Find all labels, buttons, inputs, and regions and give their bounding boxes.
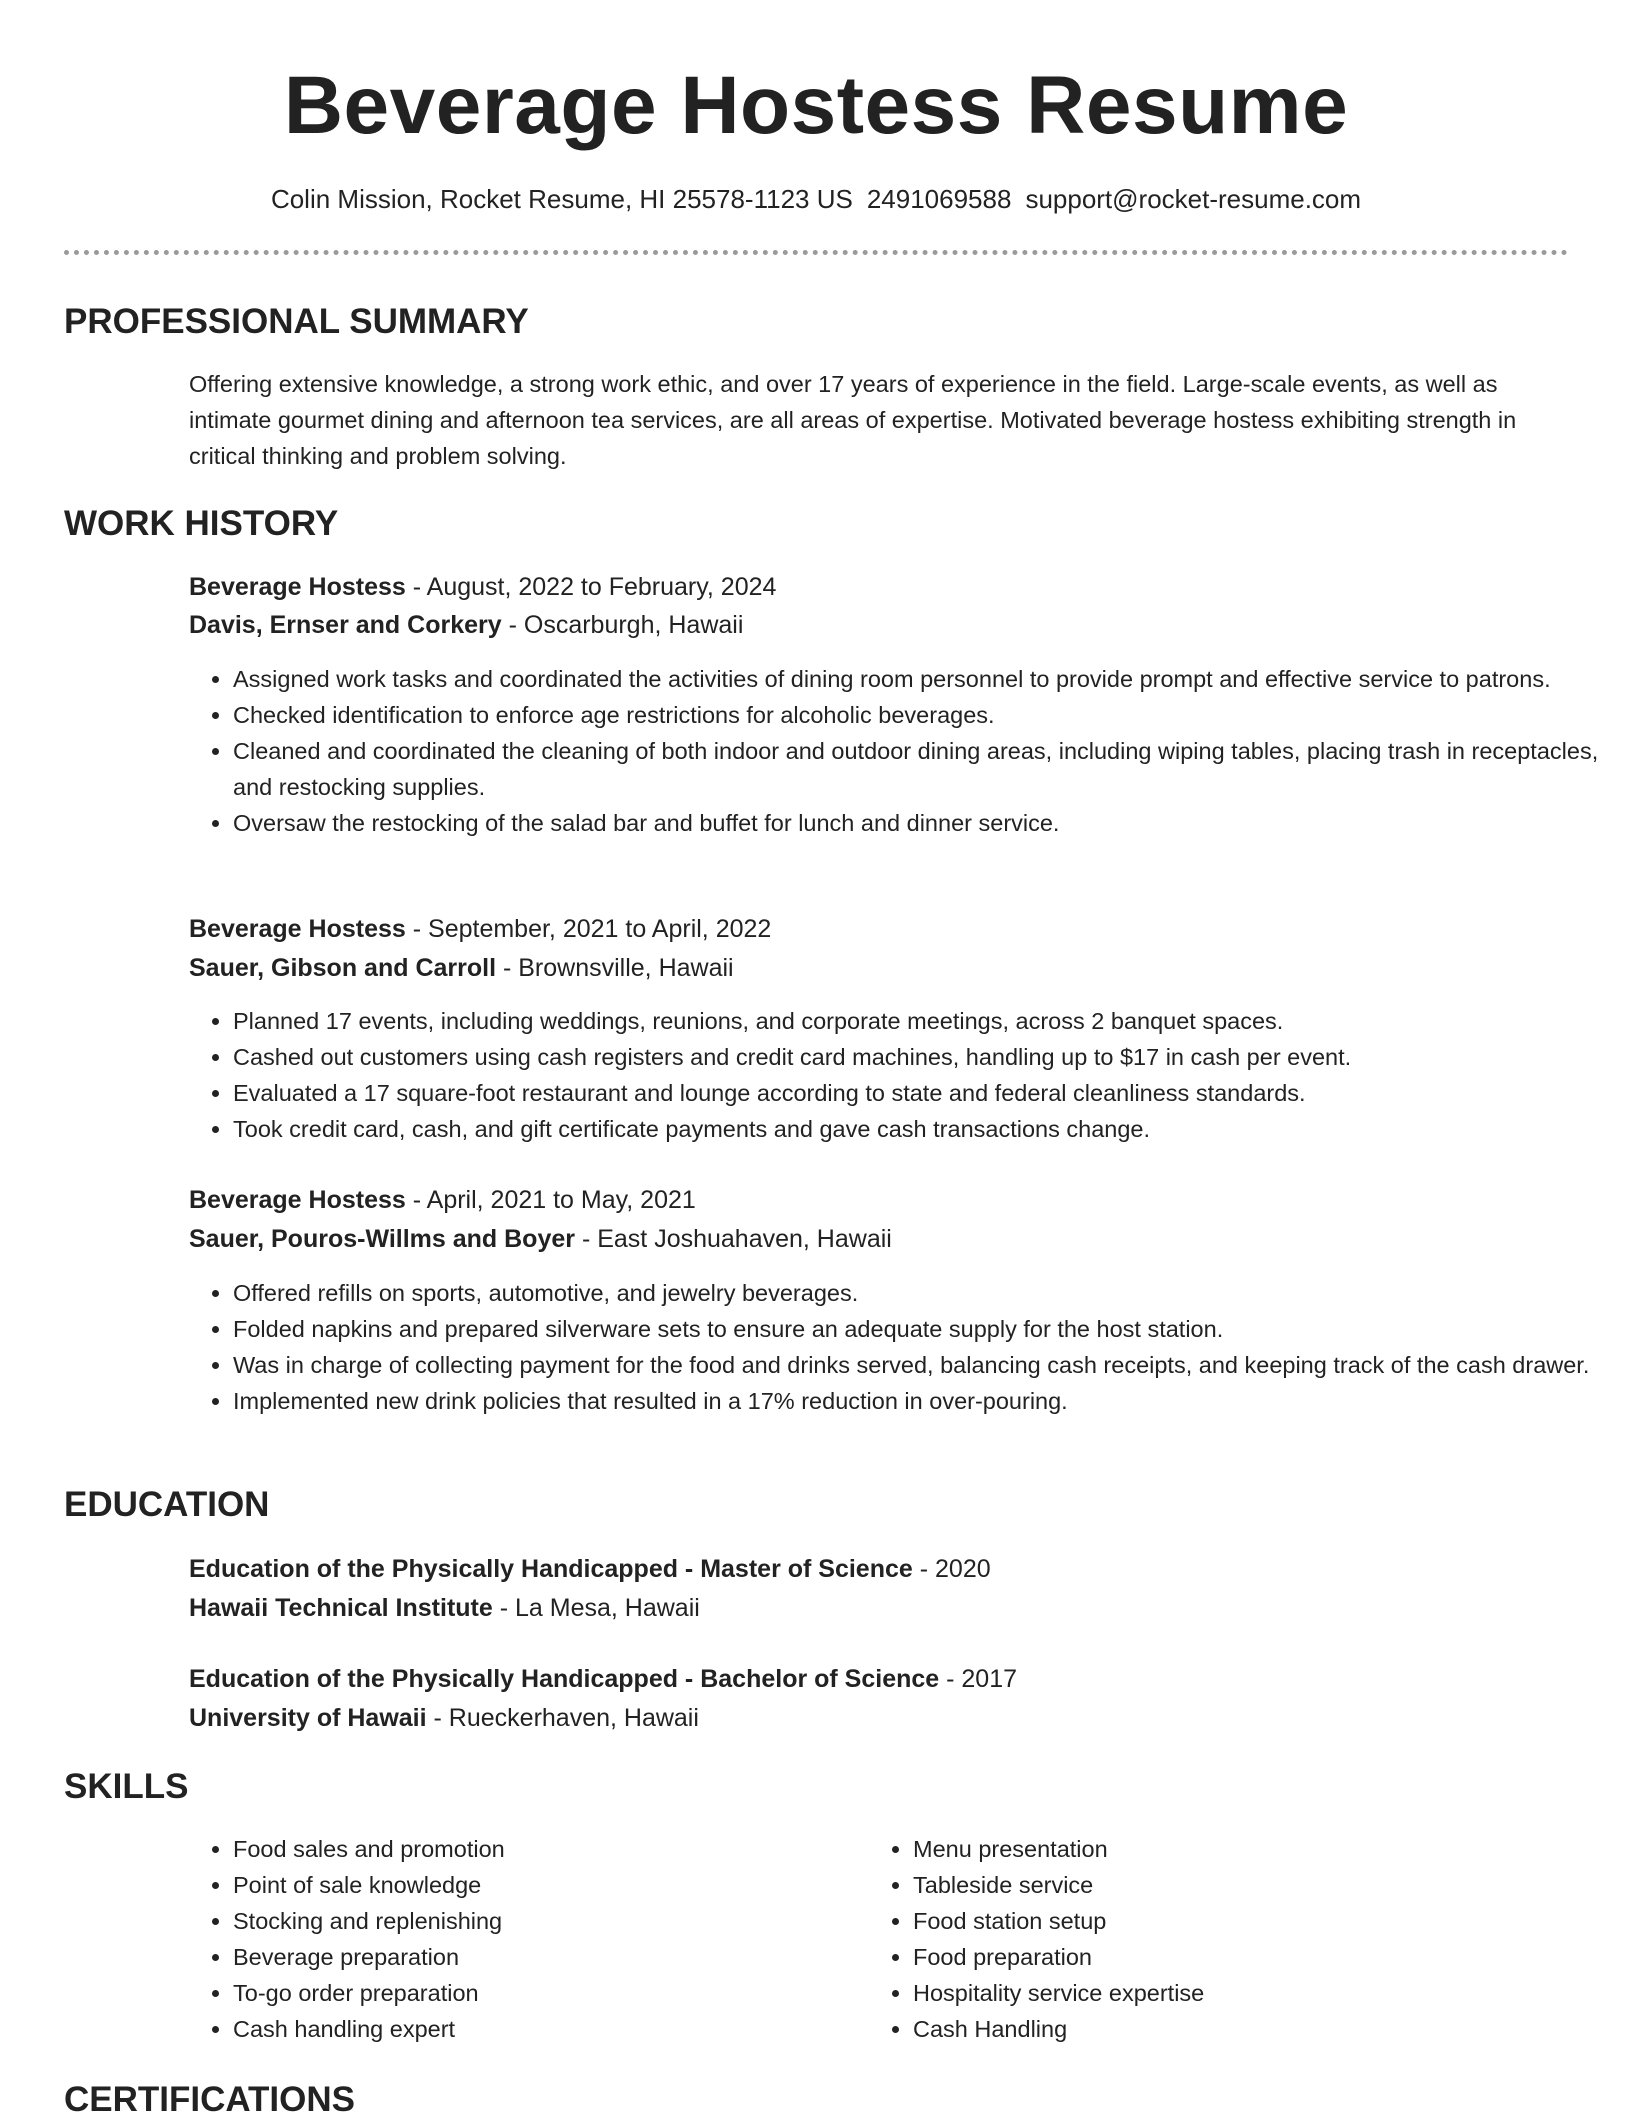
separator: - bbox=[405, 1186, 427, 1214]
skills-list-right bbox=[869, 1831, 1533, 2047]
job-2-company-line bbox=[189, 950, 734, 986]
skill-item: • Food preparation bbox=[913, 1939, 1533, 1975]
resume-title: Beverage Hostess Resume bbox=[283, 60, 1349, 151]
skill-item: • Cash handling expert bbox=[233, 2011, 853, 2047]
skill-item: • To-go order preparation bbox=[233, 1975, 853, 2011]
job-2-title-line bbox=[189, 911, 771, 947]
education-1-degree-line bbox=[189, 1551, 991, 1587]
job-3-company-line bbox=[189, 1221, 892, 1257]
separator: - bbox=[912, 1555, 936, 1583]
job-1-bullets bbox=[189, 661, 1613, 841]
job-3-title-line bbox=[189, 1182, 696, 1218]
job-1-location: Oscarburgh, Hawaii bbox=[523, 611, 744, 639]
list-item: • Cleaned and coordinated the cleaning of both indoor and outdoor dining areas, including wiping tables, placing trash in receptacles, and restocking supplies. bbox=[233, 733, 1613, 805]
list-item: • Oversaw the restocking of the salad bar and buffet for lunch and dinner service. bbox=[233, 805, 1613, 841]
list-item: • Was in charge of collecting payment for the food and drinks served, balancing cash receipts, and keeping track of the cash drawer. bbox=[233, 1347, 1613, 1383]
work-history-heading: WORK HISTORY bbox=[64, 504, 339, 543]
job-1-company: Davis, Ernser and Corkery bbox=[189, 611, 502, 639]
job-2-location: Brownsville, Hawaii bbox=[518, 954, 734, 982]
job-3-title: Beverage Hostess bbox=[189, 1186, 406, 1214]
separator: - bbox=[496, 954, 519, 982]
separator: - bbox=[405, 915, 429, 943]
job-2-company: Sauer, Gibson and Carroll bbox=[189, 954, 497, 982]
education-1-school: Hawaii Technical Institute bbox=[189, 1594, 493, 1622]
skill-item: • Food sales and promotion bbox=[233, 1831, 853, 1867]
education-2-degree: Education of the Physically Handicapped - Bachelor of Science bbox=[189, 1665, 940, 1693]
contact-email: support@rocket-resume.com bbox=[1025, 184, 1362, 214]
list-item: • Checked identification to enforce age restrictions for alcoholic beverages. bbox=[233, 697, 1613, 733]
education-1-year: 2020 bbox=[935, 1555, 991, 1583]
skill-item: • Point of sale knowledge bbox=[233, 1867, 853, 1903]
separator: - bbox=[492, 1594, 515, 1622]
skills-heading: SKILLS bbox=[64, 1767, 189, 1806]
job-2-dates: September, 2021 to April, 2022 bbox=[428, 915, 772, 943]
list-item: • Took credit card, cash, and gift certificate payments and gave cash transactions change. bbox=[233, 1111, 1613, 1147]
separator: - bbox=[426, 1704, 449, 1732]
certifications-heading: CERTIFICATIONS bbox=[64, 2080, 356, 2112]
list-item: • Evaluated a 17 square-foot restaurant and lounge according to state and federal cleanliness standards. bbox=[233, 1075, 1613, 1111]
job-3-location: East Joshuahaven, Hawaii bbox=[597, 1225, 892, 1253]
separator: - bbox=[575, 1225, 598, 1253]
summary-text: Offering extensive knowledge, a strong work ethic, and over 17 years of experience in the field. Large-scale events, as well as intimate gourmet dining and afternoon tea services, are all areas of expertise. Motivated beverage hostess exhibiting strength in critical thinking and problem solving. bbox=[189, 371, 1517, 469]
header-divider bbox=[64, 250, 1568, 255]
job-1-dates: August, 2022 to February, 2024 bbox=[426, 573, 777, 601]
job-2-title: Beverage Hostess bbox=[189, 915, 406, 943]
job-1-title-line bbox=[189, 569, 776, 605]
job-1-company-line bbox=[189, 607, 743, 643]
education-1-location: La Mesa, Hawaii bbox=[515, 1594, 700, 1622]
job-3-company: Sauer, Pouros-Willms and Boyer bbox=[189, 1225, 575, 1253]
list-item: • Cashed out customers using cash registers and credit card machines, handling up to $17 in cash per event. bbox=[233, 1039, 1613, 1075]
job-3-dates: April, 2021 to May, 2021 bbox=[426, 1186, 696, 1214]
education-heading: EDUCATION bbox=[64, 1485, 270, 1524]
education-1-school-line bbox=[189, 1590, 700, 1626]
job-3-bullets bbox=[189, 1275, 1613, 1419]
skill-item: • Beverage preparation bbox=[233, 1939, 853, 1975]
skill-item: • Food station setup bbox=[913, 1903, 1533, 1939]
list-item: • Offered refills on sports, automotive, and jewelry beverages. bbox=[233, 1275, 1613, 1311]
education-1-degree: Education of the Physically Handicapped - Master of Science bbox=[189, 1555, 913, 1583]
job-1-title: Beverage Hostess bbox=[189, 573, 406, 601]
list-item: • Implemented new drink policies that resulted in a 17% reduction in over-pouring. bbox=[233, 1383, 1613, 1419]
list-item: • Assigned work tasks and coordinated the activities of dining room personnel to provide prompt and effective service to patrons. bbox=[233, 661, 1613, 697]
list-item: • Folded napkins and prepared silverware sets to ensure an adequate supply for the host station. bbox=[233, 1311, 1613, 1347]
skill-item: • Hospitality service expertise bbox=[913, 1975, 1533, 2011]
education-2-school-line bbox=[189, 1700, 699, 1736]
education-2-school: University of Hawaii bbox=[189, 1704, 427, 1732]
list-item: • Planned 17 events, including weddings, reunions, and corporate meetings, across 2 banquet spaces. bbox=[233, 1003, 1613, 1039]
skill-item: • Menu presentation bbox=[913, 1831, 1533, 1867]
skills-list-left bbox=[189, 1831, 853, 2047]
skill-item: • Cash Handling bbox=[913, 2011, 1533, 2047]
skill-item: • Tableside service bbox=[913, 1867, 1533, 1903]
education-2-location: Rueckerhaven, Hawaii bbox=[448, 1704, 699, 1732]
separator: - bbox=[501, 611, 524, 639]
contact-address: Colin Mission, Rocket Resume, HI 25578-1123 US bbox=[270, 184, 853, 214]
skill-item: • Stocking and replenishing bbox=[233, 1903, 853, 1939]
job-2-bullets bbox=[189, 1003, 1613, 1147]
contact-phone: 2491069588 bbox=[866, 184, 1012, 214]
separator: - bbox=[939, 1665, 962, 1693]
summary-heading: PROFESSIONAL SUMMARY bbox=[64, 302, 529, 341]
education-2-degree-line bbox=[189, 1661, 1017, 1697]
education-2-year: 2017 bbox=[961, 1665, 1018, 1693]
separator: - bbox=[405, 573, 427, 601]
contact-line bbox=[0, 182, 1632, 216]
